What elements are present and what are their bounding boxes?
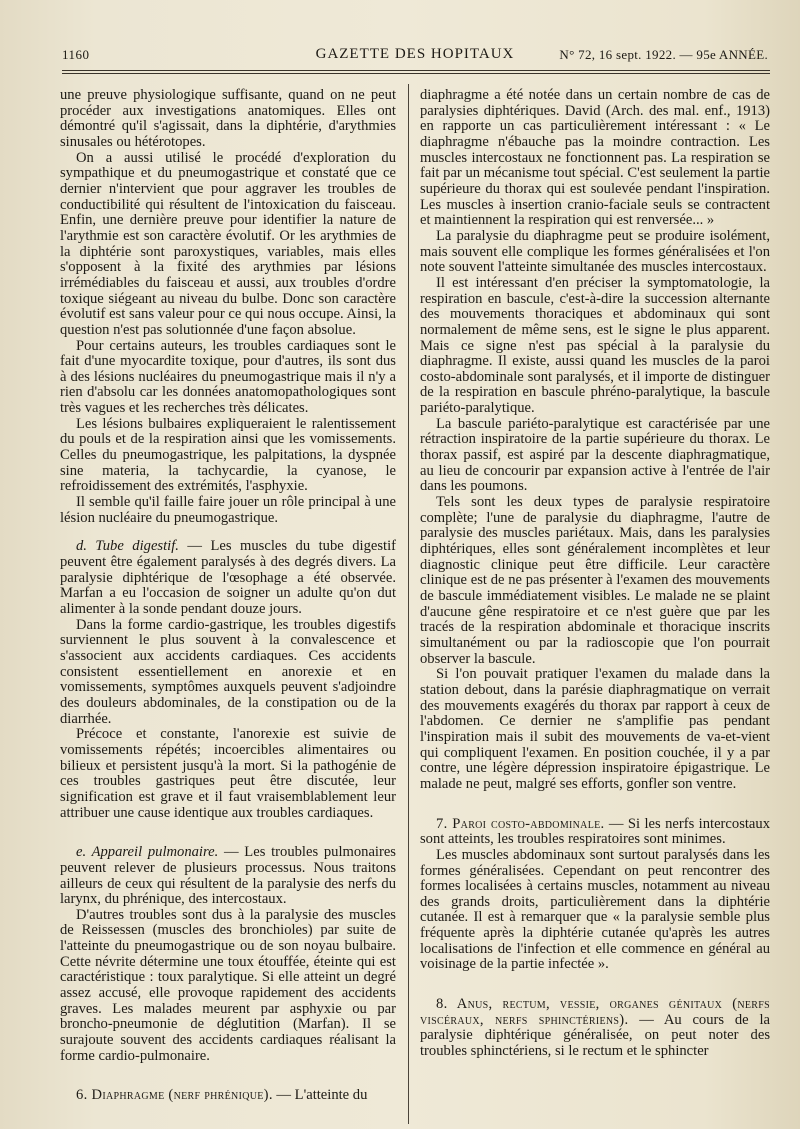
column-divider xyxy=(408,84,409,1124)
section-heading: 6. Diaphragme (nerf phrénique). xyxy=(76,1087,273,1104)
section-text: — Les muscles du tube digestif peuvent être également paralysés à des degrés divers. La paralysie diphtérique de l'œsophage a été observée. Marfan a eu l'occasion de soigner un adulte qu'on dut alimenter à la sonde pendant douze jours. xyxy=(60,538,396,617)
paragraph: Précoce et constante, l'anorexie est suivie de vomissements répétés; incoercibles alimentaires ou bilieux et persistent jusqu'à la mort. Si la pathogénie de ces troubles gastriques peut être discutée, leur signification est grave et il faut vraisemblablement leur attribuer une cause identique aux troubles cardiaques. xyxy=(60,726,396,821)
left-column xyxy=(60,88,396,1104)
section-text: — L'atteinte du xyxy=(272,1087,368,1104)
header-rule xyxy=(62,70,770,71)
paragraph: une preuve physiologique suffisante, quand on ne peut procéder aux investigations anatomiques. Elles ont démontré qu'il s'agissait, dans la diphtérie, d'arythmies sinusales ou hétérotopes. xyxy=(60,87,396,150)
page-number: 1160 xyxy=(62,47,90,62)
page-header xyxy=(62,46,768,68)
paragraph: Il semble qu'il faille faire jouer un rôle principal à une lésion nucléaire du pneumogastrique. xyxy=(60,494,396,526)
paragraph: Tels sont les deux types de paralysie respiratoire complète; l'une de paralysie du diaphragme, l'autre de paralysie des muscles pariétaux. Mais, dans les paralysies diphtériques, elles sont généralement incomplètes et leur diagnostic clinique peut être difficile. Leur caractère clinique est de ne pas présenter à l'examen des mouvements de bascule immédiatement visibles. Le malade ne se plaint d'aucune gêne respiratoire et ce n'est guère que par les tracés de la respiration abdominale et thoracique inscrits simultanément ou par la radioscopie que l'on pourrait observer la bascule. xyxy=(420,494,770,667)
section-text: — Les troubles pulmonaires peuvent relever de plusieurs processus. Nous traitons ailleurs de ceux qui résultent de la paralysie des nerfs du larynx, du phrénique, des intercostaux. xyxy=(60,844,396,908)
paragraph: diaphragme a été notée dans un certain nombre de cas de paralysies diphtériques. David (Arch. des mal. enf., 1913) en rapporte un cas particulièrement intéressant : « Le diaphragme n'ébauche pas la moindre contraction. Les muscles intercostaux ne fonctionnent pas. La respiration se fait par un mécanisme tout spécial. C'est seulement la partie supérieure du thorax qui est soulevée pendant l'inspiration. Les muscles à insertion cranio-faciale seuls se contractent et maintiennent la respiration qui est renversée... » xyxy=(420,87,770,229)
section-heading: 7. Paroi costo-abdominale. xyxy=(436,815,605,832)
paragraph: Les lésions bulbaires expliqueraient le ralentissement du pouls et de la respiration ainsi que les vomissements. Celles du pneumogastrique, les palpitations, la dyspnée sine materia, la tachycardie, la cyanose, le refroidissement des extrémités, l'asphyxie. xyxy=(60,415,396,495)
section-text: — Au cours de la paralysie diphtérique généralisée, on peut noter des troubles sphinctériens, si le rectum et le sphincter xyxy=(420,1011,770,1060)
right-column xyxy=(420,88,770,1060)
paragraph: D'autres troubles sont dus à la paralysie des muscles de Reissessen (muscles des bronchioles) par suite de l'atteinte du pneumogastrique ou de son noyau bulbaire. Cette névrite détermine une toux étouffée, éteinte qui est caractéristique : toux paralytique. Si elle atteint un degré assez accusé, elle provoque rapidement des accidents graves. Les malades meurent par asphyxie ou par broncho-pneumonie de déglutition (Marfan). Il se surajoute souvent des accidents cardiaques réalisant la forme cardio-pulmonaire. xyxy=(60,906,396,1064)
paragraph: La bascule pariéto-paralytique est caractérisée par une rétraction inspiratoire de la partie supérieure du thorax. Le thorax passif, est aspiré par la descente diaphragmatique, au lieu de concourir par expansion active à l'entrée de l'air dans les poumons. xyxy=(420,415,770,495)
paragraph: On a aussi utilisé le procédé d'exploration du sympathique et du pneumogastrique et constaté que ce dernier n'intervient que pour aggraver les troubles de conductibilité qui résultent de l'intoxication du faisceau. Enfin, une dernière preuve pour identifier la nature de l'arythmie est son caractère évolutif. Or les arythmies de la diphtérie sont paroxystiques, variables, mais elles s'opposent à la fixité des arythmies par lésions irrémédiables du faisceau et aussi, aux troubles d'ordre toxique siégeant au niveau du bulbe. Donc son caractère évolutif est sans valeur pour ce qui nous occupe. Ainsi, la question n'est pas solutionnée d'une façon absolue. xyxy=(60,149,396,338)
section-8 xyxy=(420,997,770,1060)
section-7 xyxy=(420,817,770,848)
section-heading: 8. Anus, rectum, vessie, organes génitaux (nerfs viscéraux, nerfs sphinctériens). xyxy=(420,996,770,1028)
paragraph: Pour certains auteurs, les troubles cardiaques sont le fait d'une myocardite toxique, pour d'autres, ils sont dus à des lésions nucléaires du pneumogastrique mais il n'y a rien d'absolu car les données anatomopathologiques sont très vagues et les recherches très délicates. xyxy=(60,337,396,417)
section-6 xyxy=(60,1088,396,1104)
section-heading: d. Tube digestif. xyxy=(76,538,179,555)
issue-info: N° 72, 16 sept. 1922. — 95e ANNÉE. xyxy=(559,47,768,62)
section-heading: e. Appareil pulmonaire. xyxy=(76,844,219,861)
journal-title: GAZETTE DES HOPITAUX xyxy=(315,46,515,62)
paragraph: Il est intéressant d'en préciser la symptomatologie, la respiration en bascule, c'est-à-dire la succession alternante des mouvements thoraciques et abdominaux qui sont normalement de même sens, est le signe le plus apparent. Mais ce signe n'est pas spécial à la paralysie du diaphragme. Il existe, aussi quand les muscles de la paroi costo-abdominale sont paralysés, et il importe de distinguer de la respiration en bascule phréno-paralytique, la bascule pariéto-paralytique. xyxy=(420,274,770,417)
paragraph: Les muscles abdominaux sont surtout paralysés dans les formes généralisées. Cependant on peut rencontrer des formes localisées à certains muscles, notamment au niveau des grands droits, particulièrement dans la diphtérie cutanée. Il est à remarquer que « la paralysie semble plus fréquente après la diphtérie cutanée qu'après les autres localisations de l'infection et elle commence en général au voisinage de la partie infectée ». xyxy=(420,846,770,973)
section-e xyxy=(60,845,396,908)
paragraph: La paralysie du diaphragme peut se produire isolément, mais souvent elle complique les formes généralisées et l'on note souvent l'atteinte simultanée des muscles intercostaux. xyxy=(420,227,770,276)
paragraph: Dans la forme cardio-gastrique, les troubles digestifs surviennent le plus souvent à la convalescence et s'associent aux accidents cardiaques. Ces accidents consistent essentiellement en anorexie et en vomissements, symptômes auxquels peuvent s'adjoindre des douleurs abdominales, de la constipation ou de la diarrhée. xyxy=(60,616,396,727)
header-rule-double xyxy=(62,73,770,74)
section-text: — Si les nerfs intercostaux sont atteints, les troubles respiratoires sont minimes. xyxy=(420,815,770,848)
paragraph: Si l'on pouvait pratiquer l'examen du malade dans la station debout, dans la parésie diaphragmatique on verrait des mouvements exagérés du thorax par rapport à ceux de l'abdomen. Ce dernier ne s'amplifie pas pendant l'inspiration mais il subit des mouvements de va-et-vient qui compliquent l'examen. En position couchée, il y a par contre, une légère dépression inspiratoire épigastrique. Le malade ne peut, malgré ses efforts, gonfler son ventre. xyxy=(420,666,770,792)
section-d xyxy=(60,539,396,617)
